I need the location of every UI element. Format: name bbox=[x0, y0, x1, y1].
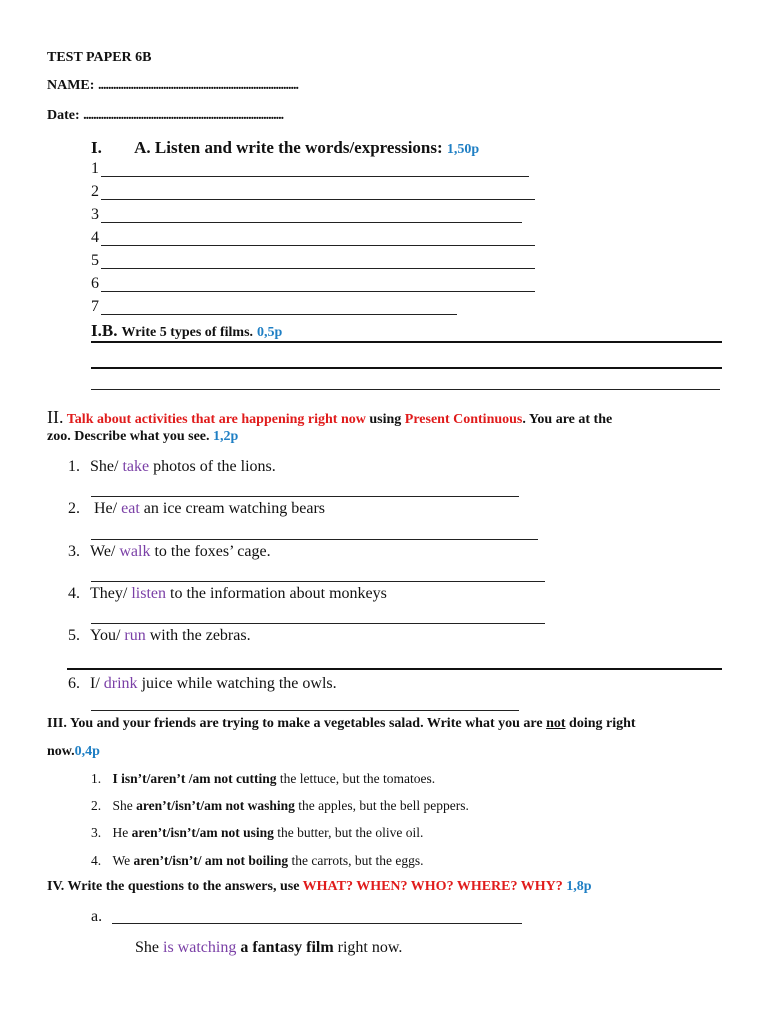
item-number: 6. bbox=[68, 675, 80, 692]
item-rest: photos of the lions. bbox=[153, 458, 276, 475]
section-1-roman: I. bbox=[91, 138, 102, 157]
item-number: 2. bbox=[91, 798, 102, 813]
item-bold: aren’t/isn’t/ am not boiling bbox=[133, 853, 289, 868]
item-rest: with the zebras. bbox=[149, 627, 251, 644]
item-subject: They/ bbox=[90, 585, 128, 602]
section-1a-heading bbox=[91, 138, 479, 158]
item-number: 1. bbox=[91, 771, 102, 786]
sentence-answer-line-3[interactable] bbox=[91, 581, 545, 582]
date-field[interactable] bbox=[47, 108, 283, 124]
answer-sentence bbox=[135, 939, 402, 957]
section-2-using: using bbox=[369, 412, 402, 427]
sentence-item bbox=[68, 458, 276, 476]
item-subject: I/ bbox=[90, 675, 100, 692]
date-dots: ................................................................................ bbox=[83, 108, 284, 123]
item-verb: listen bbox=[131, 585, 166, 602]
item-number: 3. bbox=[91, 825, 102, 840]
sentence-item bbox=[68, 500, 325, 518]
section-4-qwords: WHAT? WHEN? WHO? WHERE? WHY? bbox=[302, 879, 563, 894]
item-rest: to the information about monkeys bbox=[170, 585, 387, 602]
item-pre: We bbox=[112, 853, 131, 868]
answer-verb: is watching bbox=[163, 939, 237, 956]
films-line-1[interactable] bbox=[91, 341, 722, 343]
answer-number: 6 bbox=[91, 275, 99, 292]
date-label: Date: bbox=[47, 108, 80, 123]
section-1a-points: 1,50p bbox=[446, 142, 480, 157]
section-2-intro-line-2 bbox=[47, 429, 238, 445]
item-number: 5. bbox=[68, 627, 80, 644]
item-pre: She bbox=[112, 798, 133, 813]
item-bold: I isn’t/aren’t /am not cutting bbox=[112, 771, 277, 786]
item-bold: aren’t/isn’t/am not washing bbox=[136, 798, 295, 813]
sentence-answer-line-4[interactable] bbox=[91, 623, 545, 624]
negative-item bbox=[91, 853, 424, 869]
section-3-now: now. bbox=[47, 744, 75, 759]
answer-line-2[interactable] bbox=[101, 199, 535, 200]
item-verb: walk bbox=[119, 543, 151, 560]
negative-item bbox=[91, 825, 423, 841]
sentence-item bbox=[68, 543, 271, 561]
item-rest: the butter, but the olive oil. bbox=[277, 825, 424, 840]
answer-pre: She bbox=[135, 939, 159, 956]
item-pre: He bbox=[112, 825, 129, 840]
section-4-points: 1,8p bbox=[566, 879, 592, 894]
item-subject: He/ bbox=[94, 500, 118, 517]
item-rest: an ice cream watching bears bbox=[143, 500, 325, 517]
answer-line-7[interactable] bbox=[101, 314, 457, 315]
item-verb: run bbox=[124, 627, 146, 644]
item-rest: to the foxes’ cage. bbox=[154, 543, 271, 560]
item-rest: the carrots, but the eggs. bbox=[291, 853, 424, 868]
section-4-title: IV. Write the questions to the answers, use bbox=[47, 879, 300, 894]
item-bold: aren’t/isn’t/am not using bbox=[131, 825, 274, 840]
section-2-roman: II. bbox=[47, 407, 64, 427]
item-subject: We/ bbox=[90, 543, 116, 560]
name-field[interactable] bbox=[47, 78, 298, 94]
item-number: 2. bbox=[68, 500, 80, 517]
item-rest: juice while watching the owls. bbox=[141, 675, 337, 692]
name-dots: ................................................................................ bbox=[97, 78, 298, 93]
answer-line-3[interactable] bbox=[101, 222, 522, 223]
section-1b-text: Write 5 types of films. bbox=[121, 325, 254, 340]
answer-rest: right now. bbox=[337, 939, 403, 956]
sentence-answer-line-6[interactable] bbox=[91, 710, 519, 711]
answer-number: 1 bbox=[91, 160, 99, 177]
section-2-red-2: Present Continuous bbox=[404, 412, 523, 427]
section-1b-label: I.B. bbox=[91, 321, 118, 340]
answer-number: 3 bbox=[91, 206, 99, 223]
sentence-item bbox=[68, 627, 251, 645]
section-3-points: 0,4p bbox=[74, 744, 100, 759]
answer-number: 5 bbox=[91, 252, 99, 269]
films-line-2[interactable] bbox=[91, 367, 722, 369]
section-2-intro-line-1 bbox=[47, 407, 612, 428]
section-1a-title: A. Listen and write the words/expressions: bbox=[134, 138, 443, 157]
question-letter: a. bbox=[91, 908, 103, 925]
section-2-points: 1,2p bbox=[213, 429, 239, 444]
answer-line-6[interactable] bbox=[101, 291, 535, 292]
page-title: TEST PAPER 6B bbox=[47, 50, 152, 65]
name-label: NAME: bbox=[47, 78, 95, 93]
section-2-rest-2: zoo. Describe what you see. bbox=[47, 429, 210, 444]
answer-number: 7 bbox=[91, 298, 99, 315]
item-number: 1. bbox=[68, 458, 80, 475]
item-subject: She/ bbox=[90, 458, 119, 475]
item-verb: eat bbox=[121, 500, 140, 517]
item-verb: drink bbox=[103, 675, 138, 692]
section-2-red-1: Talk about activities that are happening right now bbox=[66, 412, 366, 427]
section-3-pre: III. You and your friends are trying to make a vegetables salad. Write what you are bbox=[47, 716, 543, 731]
item-rest: the apples, but the bell peppers. bbox=[298, 798, 469, 813]
section-3-post: doing right bbox=[569, 716, 636, 731]
question-answer-line[interactable] bbox=[112, 923, 522, 924]
sentence-answer-line-2[interactable] bbox=[91, 539, 538, 540]
sentence-answer-line-5[interactable] bbox=[67, 668, 722, 670]
answer-line-1[interactable] bbox=[101, 176, 529, 177]
item-verb: take bbox=[122, 458, 150, 475]
answer-line-4[interactable] bbox=[101, 245, 535, 246]
answer-number: 4 bbox=[91, 229, 99, 246]
item-subject: You/ bbox=[90, 627, 121, 644]
sentence-item bbox=[68, 585, 387, 603]
section-3-intro-line-2 bbox=[47, 744, 100, 760]
section-1b-heading bbox=[91, 321, 282, 341]
section-4-heading bbox=[47, 879, 592, 895]
negative-item bbox=[91, 771, 435, 787]
section-3-not: not bbox=[546, 716, 566, 731]
sentence-item bbox=[68, 675, 337, 693]
section-2-rest-1: . You are at the bbox=[522, 412, 613, 427]
item-number: 3. bbox=[68, 543, 80, 560]
sentence-answer-line-1[interactable] bbox=[91, 496, 519, 497]
negative-item bbox=[91, 798, 469, 814]
item-number: 4. bbox=[91, 853, 102, 868]
item-number: 4. bbox=[68, 585, 80, 602]
answer-line-5[interactable] bbox=[101, 268, 535, 269]
answer-bold: a fantasy film bbox=[240, 939, 334, 956]
section-3-intro-line-1 bbox=[47, 716, 636, 732]
answer-number: 2 bbox=[91, 183, 99, 200]
films-line-3[interactable] bbox=[91, 389, 720, 390]
section-1b-points: 0,5p bbox=[257, 325, 283, 340]
item-rest: the lettuce, but the tomatoes. bbox=[279, 771, 436, 786]
